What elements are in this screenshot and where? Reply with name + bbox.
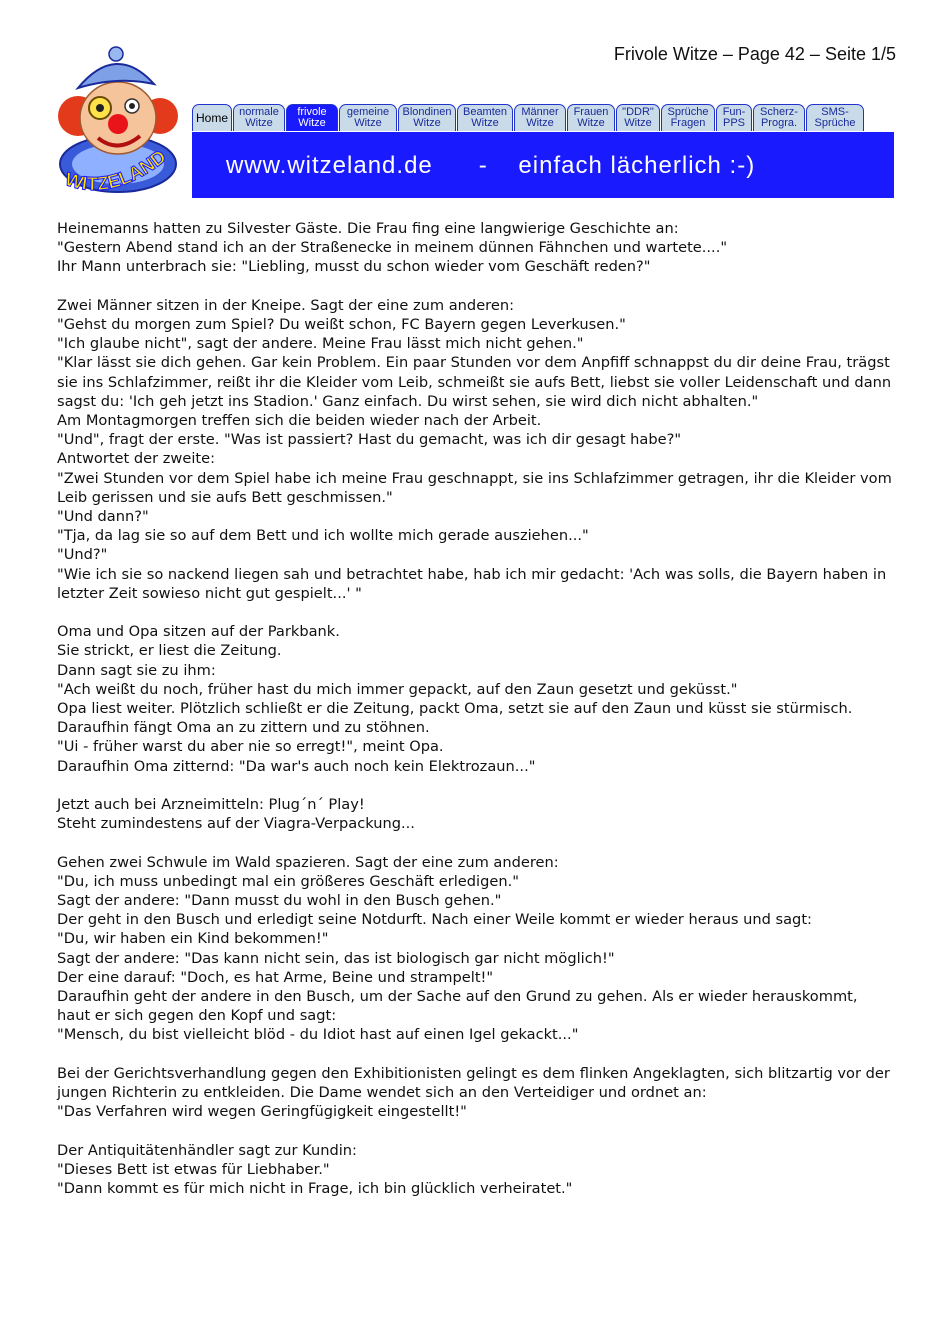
joke-line: "Das Verfahren wird wegen Geringfügigkeit eingestellt!" [57,1103,467,1121]
jokes-list [57,219,893,1217]
joke-line: "Du, wir haben ein Kind bekommen!" [57,930,329,948]
joke-paragraph [57,219,893,277]
joke-paragraph [57,296,893,603]
witzeland-logo-text [56,46,196,198]
joke-line: Bei der Gerichtsverhandlung gegen den Exhibitionisten gelingt es dem flinken Angeklagten, sich blitzartig vor der jungen Richterin zu entkleiden. Die Dame wendet sich an den Verteidiger und ordnet an: [57,1064,890,1102]
joke-line: "Tja, da lag sie so auf dem Bett und ich wollte mich gerade ausziehen..." [57,527,589,545]
site-url-slogan[interactable]: www.witzeland.de - einfach lächerlich :-) [226,152,756,179]
joke-line: Dann sagt sie zu ihm: [57,661,216,679]
joke-line: Der geht in den Busch und erledigt seine Notdurft. Nach einer Weile kommt er wieder heraus und sagt: [57,911,812,929]
joke-line: "Und", fragt der erste. "Was ist passiert? Hast du gemacht, was ich dir gesagt habe?" [57,431,682,449]
joke-paragraph [57,1064,893,1122]
joke-line: "Gehst du morgen zum Spiel? Du weißt schon, FC Bayern gegen Leverkusen." [57,316,626,333]
tab-ddr-witze[interactable]: "DDR" Witze [616,104,660,131]
joke-paragraph [57,795,893,833]
joke-line: "Ui - früher warst du aber nie so erregt!", meint Opa. [57,738,444,756]
joke-line: Der Antiquitätenhändler sagt zur Kundin: [57,1141,357,1159]
tab-sprueche-fragen[interactable]: Sprüche Fragen [661,104,715,131]
joke-line: Daraufhin geht der andere in den Busch, um der Sache auf den Grund zu gehen. Als er wieder herauskommt, haut er sich gegen den Kopf und sagt: [57,988,858,1025]
joke-paragraph [57,853,893,1045]
joke-line: "Und dann?" [57,508,149,526]
joke-line: "Mensch, du bist vielleicht blöd - du Idiot hast auf einen Igel gekackt..." [57,1026,579,1044]
joke-line: "Wie ich sie so nackend liegen sah und betrachtet habe, hab ich mir gedacht: 'Ach was solls, die Bayern haben in letzter Zeit sowieso nicht gut gespielt...' " [57,565,887,602]
tab-sms-sprueche[interactable]: SMS- Sprüche [806,104,864,131]
tab-gemeine-witze[interactable]: gemeine Witze [339,104,397,131]
tab-blondinen-witze[interactable]: Blondinen Witze [398,104,456,131]
site-banner [56,46,894,198]
tab-maenner-witze[interactable]: Männer Witze [514,104,566,131]
joke-line: Am Montagmorgen treffen sich die beiden wieder nach der Arbeit. [57,412,542,430]
joke-line: "Gestern Abend stand ich an der Straßenecke in meinem dünnen Fähnchen und wartete...." [57,239,728,257]
joke-line: Antwortet der zweite: [57,450,216,468]
joke-line: Sagt der andere: "Das kann nicht sein, das ist biologisch gar nicht möglich!" [57,949,615,967]
joke-line: Der eine darauf: "Doch, es hat Arme, Beine und strampelt!" [57,968,494,986]
url-bar [192,132,894,198]
tab-frauen-witze[interactable]: Frauen Witze [567,104,615,131]
svg-text:WITZELAND [62,146,170,195]
joke-line: "Zwei Stunden vor dem Spiel habe ich meine Frau geschnappt, sie ins Schlafzimmer getragen, ihr die Kleider vom Leib gerissen und sie aufs Bett geschmissen." [57,469,892,506]
joke-paragraph [57,1141,893,1199]
tab-frivole-witze[interactable]: frivole Witze [286,104,338,131]
category-tabs [192,104,865,132]
joke-line: Zwei Männer sitzen in der Kneipe. Sagt der eine zum anderen: [57,296,514,314]
joke-line: "Dann kommt es für mich nicht in Frage, ich bin glücklich verheiratet." [57,1180,573,1198]
joke-line: Jetzt auch bei Arzneimitteln: Plug´n´ Play! [57,796,365,814]
tab-fun-pps[interactable]: Fun- PPS [716,104,752,131]
tab-home[interactable]: Home [192,104,232,131]
page-header: Frivole Witze – Page 42 – Seite 1/5 [613,44,896,64]
joke-line: Sagt der andere: "Dann musst du wohl in den Busch gehen." [57,892,502,910]
joke-paragraph [57,622,893,776]
joke-line: Gehen zwei Schwule im Wald spazieren. Sagt der eine zum anderen: [57,853,559,871]
joke-line: Steht zumindestens auf der Viagra-Verpackung... [57,815,415,833]
joke-line: Daraufhin Oma zitternd: "Da war's auch noch kein Elektrozaun..." [57,757,536,775]
tab-normale-witze[interactable]: normale Witze [233,104,285,131]
joke-line: Daraufhin fängt Oma an zu zittern und zu stöhnen. [57,719,430,737]
joke-line: "Und?" [57,546,108,564]
joke-line: "Klar lässt sie dich gehen. Gar kein Problem. Ein paar Stunden vor dem Anpfiff schnappst du dir deine Frau, trägst sie ins Schlafzimmer, reißt ihr die Kleider vom Leib, schmeißt sie aufs Bett, liebst sie voller Leidenschaft und dann sagst du: 'Ich geh jetzt ins Stadion.' Ganz einfach. Du wirst sehen, sie wird dich nicht abhalten." [57,354,892,410]
tab-scherz-programme[interactable]: Scherz- Progra. [753,104,805,131]
joke-line: "Du, ich muss unbedingt mal ein größeres Geschäft erledigen." [57,872,519,890]
logo-text: WITZELAND [62,146,171,196]
joke-line: "Ich glaube nicht", sagt der andere. Meine Frau lässt mich nicht gehen." [57,335,584,353]
joke-line: Oma und Opa sitzen auf der Parkbank. [57,623,340,641]
joke-line: "Ach weißt du noch, früher hast du mich immer gepackt, auf den Zaun gesetzt und geküsst." [57,680,738,698]
joke-line: Opa liest weiter. Plötzlich schließt er die Zeitung, packt Oma, setzt sie auf den Zaun und küsst sie stürmisch. [57,700,853,718]
joke-line: Heinemanns hatten zu Silvester Gäste. Die Frau fing eine langwierige Geschichte an: [57,220,679,237]
tab-beamten-witze[interactable]: Beamten Witze [457,104,513,131]
joke-line: Sie strickt, er liest die Zeitung. [57,642,282,660]
joke-line: "Dieses Bett ist etwas für Liebhaber." [57,1160,330,1178]
joke-line: Ihr Mann unterbrach sie: "Liebling, musst du schon wieder vom Geschäft reden?" [57,258,651,276]
